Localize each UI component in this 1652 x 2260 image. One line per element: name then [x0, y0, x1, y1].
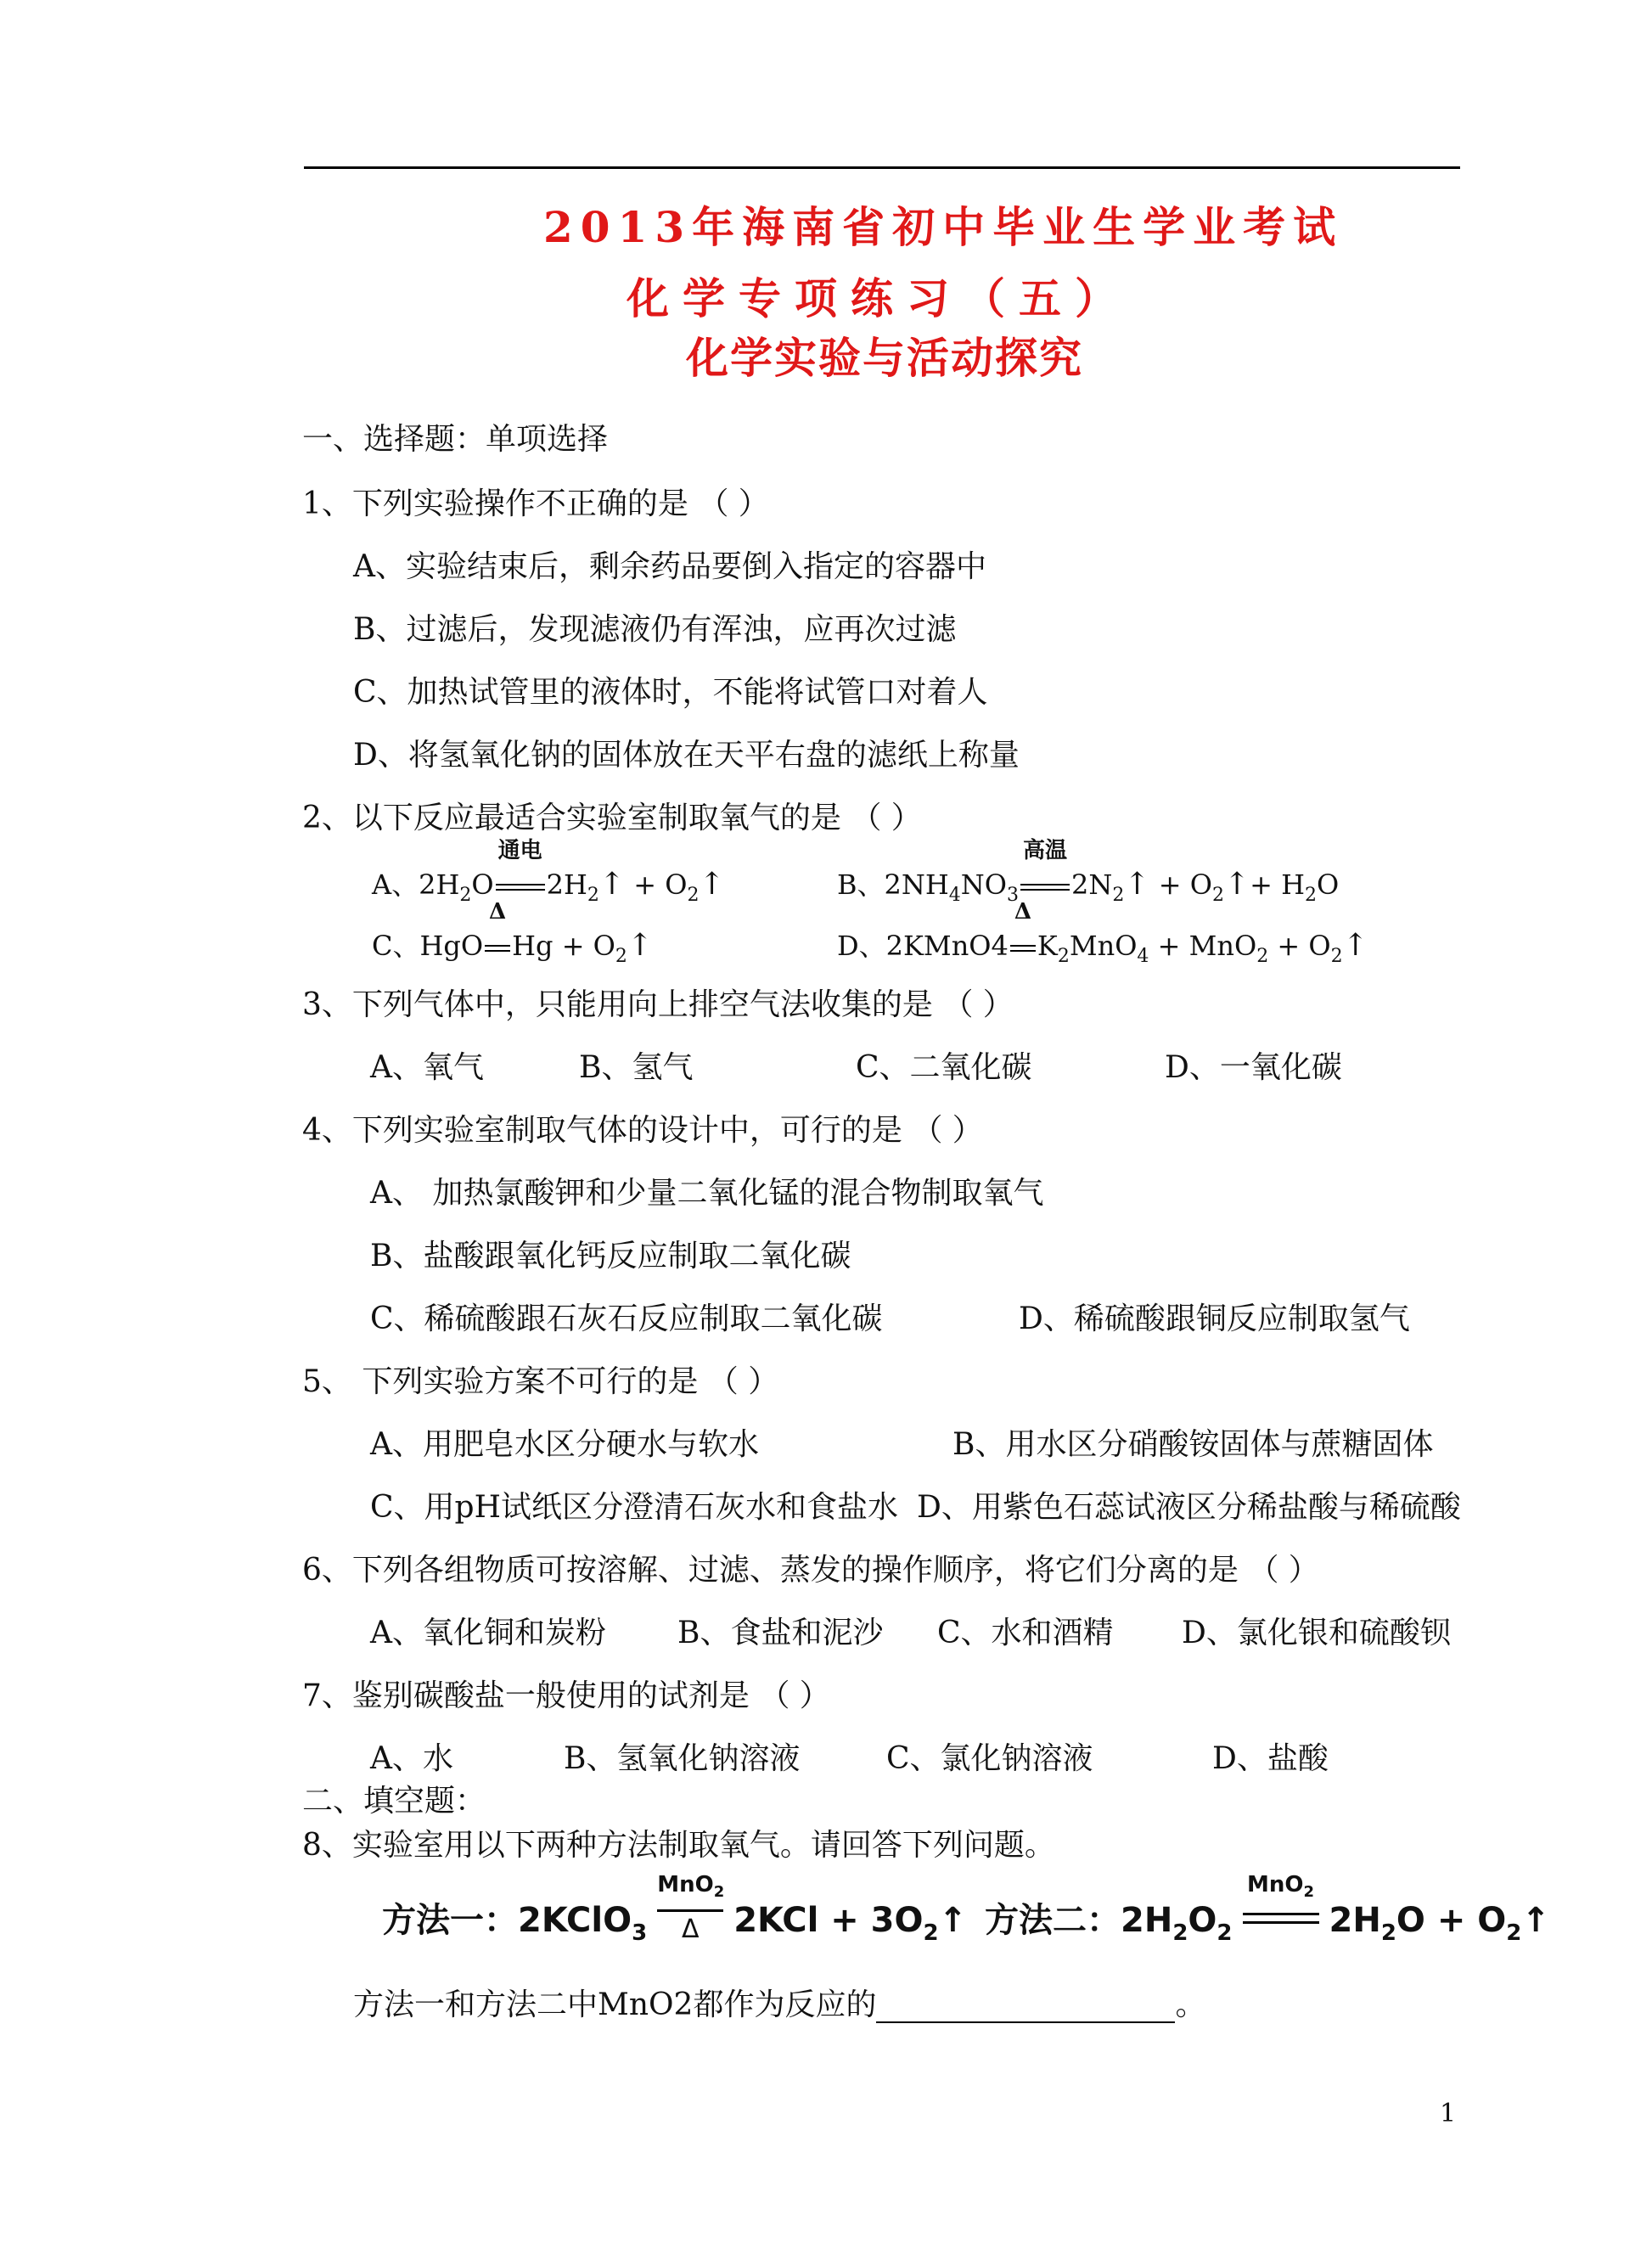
q2-option-c: C、HgO Δ $Hg + O_2↑$: [372, 899, 654, 967]
q2-b-condition: 高温: [1023, 838, 1068, 863]
q8-answer-blank[interactable]: [876, 1996, 1175, 2023]
q3-stem: 3、下列气体中，只能用向上排空气法收集的是 （ ）: [302, 987, 1014, 1022]
q8-fill-prompt: 方法一和方法二中MnO2都作为反应的: [353, 1987, 877, 2022]
q7-option-c: C、氯化钠溶液: [886, 1741, 1093, 1776]
title-line-2: 化学专项练习（五）: [627, 273, 1131, 323]
q8-method-2-equation: 方法二：$2H_2O_2$ MnO$_2$ $2H_2O$ + $O_2↑$: [985, 1872, 1550, 1946]
title-line-3: 化学实验与活动探究: [686, 333, 1083, 383]
q7-option-b: B、氢氧化钠溶液: [564, 1741, 801, 1776]
q5-option-a: A、用肥皂水区分硬水与软水: [370, 1427, 759, 1462]
q1-option-c: C、加热试管里的液体时，不能将试管口对着人: [353, 675, 988, 710]
q4-option-b: B、盐酸跟氧化钙反应制取二氧化碳: [370, 1239, 851, 1273]
q1-stem: 1、下列实验操作不正确的是 （ ）: [302, 486, 769, 521]
q3-option-b: B、氢气: [579, 1050, 694, 1085]
q1-option-b: B、过滤后，发现滤液仍有浑浊，应再次过滤: [353, 612, 957, 647]
q5-stem: 5、 下列实验方案不可行的是 （ ）: [302, 1364, 779, 1399]
q2-option-a: A、$2H_2O$ 通电 $2H_2↑$ + $O_2↑$: [372, 838, 725, 906]
q7-option-a: A、水: [370, 1741, 453, 1776]
q8-method-1-equation: 方法一：2KClO$_3$ $\frac{MnO_2}{\Delta}$ $2KCl + 3O_2↑$: [382, 1872, 968, 1946]
q6-option-a: A、氧化铜和炭粉: [370, 1616, 606, 1650]
q6-stem: 6、下列各组物质可按溶解、过滤、蒸发的操作顺序，将它们分离的是 （ ）: [302, 1553, 1319, 1588]
q4-option-d: D、稀硫酸跟铜反应制取氢气: [1019, 1301, 1410, 1336]
q2-stem: 2、以下反应最适合实验室制取氧气的是 （ ）: [302, 801, 922, 835]
q5-option-c: C、用pH试纸区分澄清石灰水和食盐水: [370, 1490, 898, 1525]
section-1-heading: 一、选择题：单项选择: [302, 422, 609, 457]
q2-d-delta: Δ: [1014, 899, 1031, 925]
q7-stem: 7、鉴别碳酸盐一般使用的试剂是 （ ）: [302, 1678, 830, 1713]
q8-method-1-label: 方法一：: [382, 1901, 518, 1940]
page-number: 1: [1440, 2099, 1457, 2128]
section-2-heading: 二、填空题：: [302, 1784, 486, 1819]
q6-option-b: B、食盐和泥沙: [677, 1616, 884, 1650]
q3-option-a: A、氧气: [370, 1050, 484, 1085]
q1-option-d: D、将氢氧化钠的固体放在天平右盘的滤纸上称量: [353, 738, 1020, 773]
q5-option-d: D、用紫色石蕊试液区分稀盐酸与稀硫酸: [917, 1490, 1461, 1525]
q2-option-b: B、$2NH_4NO_3$ 高温 $2N_2↑$ + $O_2↑+ H_2O$: [837, 838, 1340, 906]
q4-option-a: A、 加热氯酸钾和少量二氧化锰的混合物制取氧气: [370, 1176, 1044, 1211]
q3-option-c: C、二氧化碳: [856, 1050, 1032, 1085]
q8-fill-line: 方法一和方法二中MnO2都作为反应的 。: [353, 1987, 1206, 2022]
title-line-1: 2013年海南省初中毕业生学业考试: [543, 202, 1344, 252]
q8-method-2-label: 方法二：: [985, 1901, 1121, 1940]
q6-option-c: C、水和酒精: [937, 1616, 1114, 1650]
q4-option-c: C、稀硫酸跟石灰石反应制取二氧化碳: [370, 1301, 883, 1336]
header-rule: [304, 166, 1460, 169]
q7-option-d: D、盐酸: [1212, 1741, 1329, 1776]
q2-c-delta: Δ: [489, 899, 507, 925]
q3-option-d: D、一氧化碳: [1165, 1050, 1342, 1085]
q2-a-condition: 通电: [497, 838, 542, 863]
q2-option-d: D、2KMnO4 Δ $K_2MnO_4 + MnO_2$ + $O_2↑$: [837, 899, 1368, 967]
q5-option-b: B、用水区分硝酸铵固体与蔗糖固体: [952, 1427, 1434, 1462]
q1-option-a: A、实验结束后，剩余药品要倒入指定的容器中: [353, 549, 986, 584]
q6-option-d: D、氯化银和硫酸钡: [1182, 1616, 1451, 1650]
q8-stem: 8、实验室用以下两种方法制取氧气。请回答下列问题。: [302, 1828, 1055, 1863]
q4-stem: 4、下列实验室制取气体的设计中，可行的是 （ ）: [302, 1113, 983, 1148]
